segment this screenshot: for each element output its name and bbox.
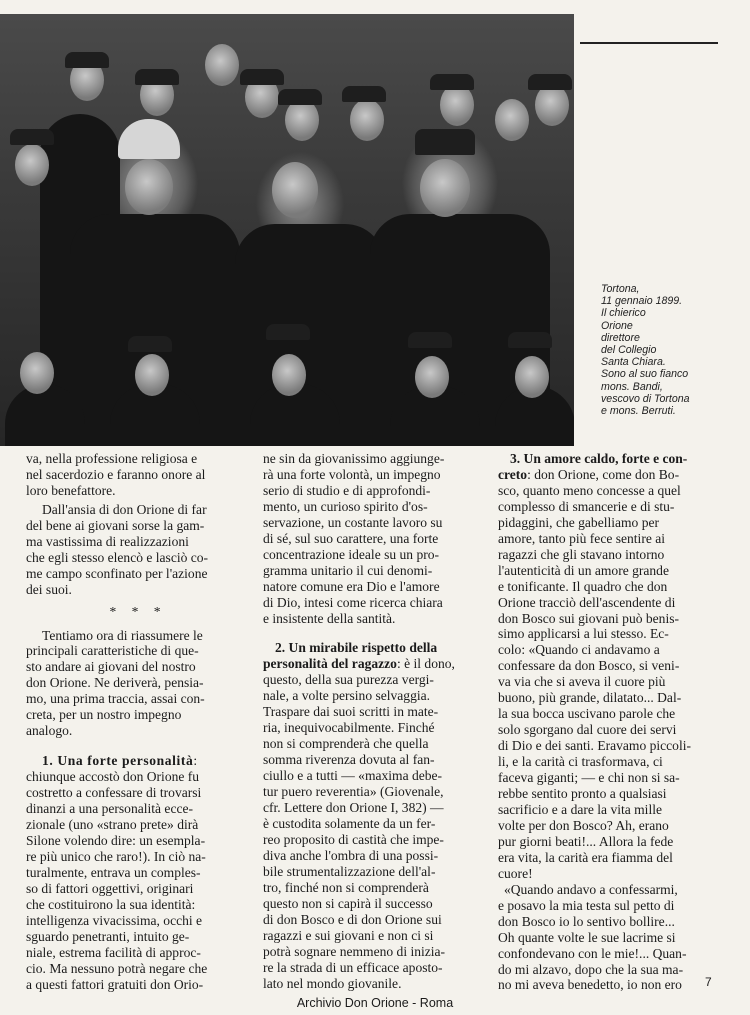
caption-line: 11 gennaio 1899. [601, 295, 683, 308]
text-line: concentrazione ideale su un pro- [263, 546, 440, 562]
text-line: don Orione. Ne deriverà, pensia- [26, 675, 204, 691]
text-line: rebbe sentito pronto a qualsiasi [498, 786, 667, 802]
text-line: e posavo la mia testa sul petto di [498, 897, 675, 913]
text-line: che costituirono la sua identità: [26, 896, 196, 912]
text-line: pidaggini, che gabelliamo per [498, 514, 660, 530]
text-line: va, nella professione religiosa e [26, 451, 198, 466]
text-line: Oh quante volte le sue lacrime si [498, 929, 676, 945]
text-line: «Quando andavo a confessarmi, [504, 881, 678, 897]
text-line: e insistente della santità. [263, 610, 396, 626]
text-column-1 [26, 451, 250, 993]
text-line: loro benefattore. [26, 482, 116, 498]
paragraph [26, 502, 250, 598]
archive-footer: Archivio Don Orione - Roma [296, 996, 454, 1010]
text-line: era vita, la carità era fiamma del [498, 849, 673, 865]
text-line: servazione, un costante lavoro su [263, 514, 443, 530]
text-line: ria, inequivocabilmente. Finché [263, 720, 435, 736]
text-line: questo, della sua purezza vergi- [263, 672, 434, 688]
text-line: creta, per un nostro impegno [26, 707, 182, 723]
paragraph [26, 753, 250, 992]
text-line: no mi aveva benedetto, io non ero [498, 977, 682, 993]
section-heading: personalità del ragazzo [263, 656, 397, 672]
caption-line: direttore [601, 331, 640, 344]
text-line: nel sacerdozio e faranno onore al [26, 466, 206, 482]
text-line: potrà sognare nemmeno di inizia- [263, 943, 446, 959]
text-line: complesso di smancerie e di stu- [498, 498, 675, 514]
paragraph [263, 640, 491, 991]
page-number: 7 [705, 975, 712, 989]
caption-line: Sono al suo fianco [601, 368, 689, 381]
decorative-rule [580, 42, 718, 44]
text-line: don Bosco io lo sentivo bollire... [498, 913, 675, 929]
text-line: cuore! [498, 865, 533, 881]
text-line: turalmente, entrava un comples- [26, 864, 201, 880]
text-line: buono, più grande, dilatato... Dal- [498, 690, 682, 706]
text-line: confondevano con le mie!... Quan- [498, 945, 687, 961]
section-heading: 3. Un amore caldo, forte e con- [510, 451, 688, 466]
text-line: do mi alzavo, dopo che la sua ma- [498, 961, 684, 977]
text-line: don Bosco sui giovani può benis- [498, 610, 679, 626]
text-line: amore, tanto più fece sentire ai [498, 530, 666, 546]
text-line: di don Bosco e di don Orione sui [263, 911, 442, 927]
paragraph [498, 882, 718, 994]
text-line: ciullo e a tutti — «maxima debe- [263, 768, 443, 784]
group-photograph [0, 14, 574, 446]
text-line: Traspare dai suoi scritti in mate- [263, 704, 439, 720]
text-line: rà una forte volontà, un impegno [263, 466, 441, 482]
text-line: va via che si aveva il cuore più [498, 674, 666, 690]
paragraph [263, 451, 491, 626]
text-line: li, e la carità ci trasformava, ci [498, 754, 663, 770]
caption-line: e mons. Berruti. [601, 405, 676, 418]
text-line: non si comprenderà che quella [263, 736, 429, 752]
caption-line: Il chierico [601, 307, 646, 320]
text-line: ragazzi che gli stavano intorno [498, 546, 665, 562]
text-line: gramma unitario il cui denomi- [263, 562, 433, 578]
text-column-3 [498, 451, 718, 993]
caption-line: mons. Bandi, [601, 380, 663, 393]
text-line: Tentiamo ora di riassumere le [42, 627, 203, 643]
paragraph [26, 628, 250, 740]
text-line: è custodita solamente da un fer- [263, 815, 436, 831]
text-line: cfr. Lettere don Orione I, 382) — [263, 800, 444, 816]
text-line: a questi fattori gratuiti don Orio- [26, 976, 204, 992]
text-line: tur puero reverentia» (Giovenale, [263, 784, 444, 800]
text-line: cio. Ma nessuno potrà negare che [26, 960, 208, 976]
text-line: analogo. [26, 723, 73, 739]
caption-line: Orione [601, 319, 633, 332]
text-line: mento, un curioso spirito d'os- [263, 498, 428, 514]
text-line: dei suoi. [26, 581, 72, 597]
text-line: l'autenticità di un amore grande [498, 562, 669, 578]
text-line: re la strada di un efficace aposto- [263, 959, 443, 975]
text-line: sacrificio e a dare la vita mille [498, 801, 662, 817]
text-line: solo sgorgano dal cuore dei servi [498, 722, 677, 738]
caption-line: vescovo di Tortona [601, 392, 690, 405]
text-line: la sua bocca uscivano parole che [498, 706, 676, 722]
text-line: chiunque accostò don Orione fu [26, 769, 200, 785]
text-line: re più unico che raro!). In ciò na- [26, 848, 206, 864]
paragraph [26, 451, 250, 499]
text-line: ne sin da giovanissimo aggiunge- [263, 451, 445, 466]
paragraph [498, 451, 718, 882]
text-line: confessare da don Bosco, si veni- [498, 658, 680, 674]
text-line: natore comune era Dio e l'amore [263, 578, 440, 594]
text-line: di Dio, intesi come ricerca chiara [263, 594, 443, 610]
text-line: sco, quanto meno concesse a quel [498, 482, 681, 498]
text-line: e tonificante. Il quadro che don [498, 578, 668, 594]
text-line: dinanzi a una personalità ecce- [26, 801, 193, 817]
text-line: sguardo penetranti, intuito ge- [26, 928, 190, 944]
text-line: zionale (uno «strano prete» dirà [26, 817, 199, 833]
text-line: colo: «Quando ci andavamo a [498, 642, 660, 658]
text-line: ragazzi e sui giovani e non ci si [263, 927, 434, 943]
text-line: serio di studio e di approfondi- [263, 482, 431, 498]
caption-line: Tortona, [601, 283, 640, 295]
text-column-2 [263, 451, 491, 991]
text-line: nale, a volte persino selvaggia. [263, 688, 431, 704]
text-line: reo proposito di castità che impe- [263, 831, 444, 847]
photo-caption [601, 283, 741, 417]
text-line: Dall'ansia di don Orione di far [42, 501, 207, 517]
text-line: tro, finché non si comprenderà [263, 879, 429, 895]
text-line: Orione tracciò dell'ascendente di [498, 594, 676, 610]
text-line: niale, estrema facilità di approc- [26, 944, 201, 960]
text-line: : don Orione, come don Bo- [527, 466, 680, 482]
text-line: principali caratteristiche di que- [26, 643, 199, 659]
section-heading: 2. Un mirabile rispetto della [275, 640, 438, 656]
text-line: Silone volendo dire: un esempla- [26, 832, 206, 848]
text-line: simo applicarsi a lui stesso. Ec- [498, 626, 669, 642]
text-line: bile strumentalizzazione dell'al- [263, 863, 436, 879]
text-line: so di fattori oggettivi, originari [26, 880, 194, 896]
text-line: me campo sconfinato per l'azione [26, 565, 208, 581]
text-line: somma riverenza dovuta al fan- [263, 752, 435, 768]
section-heading: 1. Una forte personalità [42, 753, 194, 769]
text-line: che egli stesso elencò e lasciò co- [26, 549, 209, 565]
section-separator: * * * [109, 603, 167, 619]
text-line: intelligenza vivacissima, occhi e [26, 912, 203, 928]
text-line: : [193, 753, 198, 769]
text-line: pur giorni beati!... Allora la fede [498, 833, 674, 849]
section-heading: creto [498, 466, 528, 482]
text-line: lato nel mondo giovanile. [263, 975, 402, 991]
caption-line: del Collegio [601, 344, 657, 357]
text-line: faceva giganti; — e chi non si sa- [498, 770, 680, 786]
text-line: volte per don Bosco? Ah, erano [498, 817, 669, 833]
text-line: mo, una prima traccia, assai con- [26, 691, 205, 707]
text-line: sto andare ai giovani del nostro [26, 659, 196, 675]
text-line: ma vastissima di realizzazioni [26, 533, 189, 549]
text-line: di sé, sul suo carattere, una forte [263, 530, 439, 546]
text-line: : è il dono, [396, 656, 455, 672]
text-line: questo non si capirà il successo [263, 895, 433, 911]
caption-line: Santa Chiara. [601, 356, 666, 369]
text-line: diva anche l'ombra di una possi- [263, 847, 439, 863]
text-line: costretto a confessare di trovarsi [26, 785, 202, 801]
text-line: del bene ai giovani sorse la gam- [26, 517, 205, 533]
text-line: di Dio e dei santi. Eravamo piccoli- [498, 738, 691, 754]
